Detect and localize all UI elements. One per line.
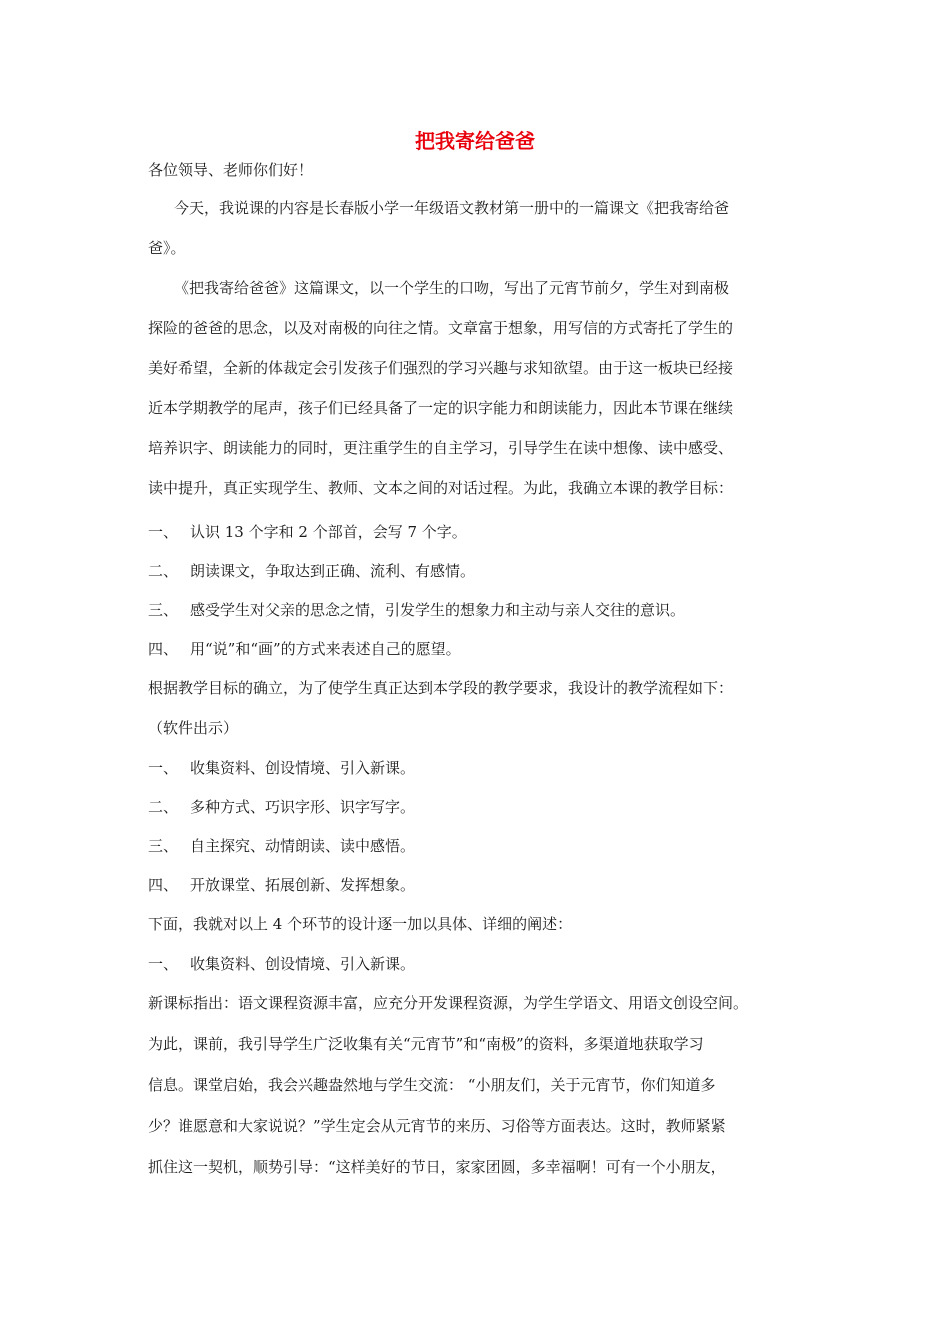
section-heading <box>148 954 415 974</box>
flow-step-text: 多种方式、巧识字形、识字写字。 <box>190 798 416 816</box>
para2-line: 培养识字、朗读能力的同时，更注重学生的自主学习，引导学生在读中想像、读中感受、 <box>148 439 734 457</box>
section1-line: 新课标指出：语文课程资源丰富，应充分开发课程资源，为学生学语文、用语文创设空间。 <box>148 994 749 1012</box>
greeting: 各位领导、老师你们好！ <box>148 161 314 179</box>
section1-line: 抓住这一契机，顺势引导：“这样美好的节日，家家团圆，多幸福啊！可有一个小朋友， <box>148 1158 726 1176</box>
goal-number: 三、 <box>148 601 179 619</box>
goal-text: 认识 13 个字和 2 个部首，会写 7 个字。 <box>190 523 467 541</box>
flow-step <box>148 797 415 817</box>
document-title: 把我寄给爸爸 <box>415 129 535 153</box>
goal-text: 用“说”和“画”的方式来表述自己的愿望。 <box>190 640 461 658</box>
goal-number: 一、 <box>148 523 179 541</box>
para2-line: 近本学期教学的尾声，孩子们已经具备了一定的识字能力和朗读能力，因此本节课在继续 <box>148 399 734 417</box>
goal-number: 二、 <box>148 562 179 580</box>
goal-item <box>148 522 467 542</box>
flow-step-number: 三、 <box>148 837 179 855</box>
section1-line: 信息。课堂启始，我会兴趣盎然地与学生交流： “小朋友们，关于元宵节，你们知道多 <box>148 1076 716 1094</box>
intro-line: 今天，我说课的内容是长春版小学一年级语文教材第一册中的一篇课文《把我寄给爸 <box>174 199 730 217</box>
section1-line: 少？谁愿意和大家说说？”学生定会从元宵节的来历、习俗等方面表达。这时，教师紧紧 <box>148 1117 726 1135</box>
flow-step <box>148 758 415 778</box>
section1-line: 为此，课前，我引导学生广泛收集有关“元宵节”和“南极”的资料，多渠道地获取学习 <box>148 1035 704 1053</box>
goal-item <box>148 561 475 581</box>
flow-step <box>148 836 415 856</box>
detail-intro: 下面，我就对以上 4 个环节的设计逐一加以具体、详细的阐述： <box>148 915 573 933</box>
flow-step-number: 四、 <box>148 876 179 894</box>
flow-step-number: 一、 <box>148 759 179 777</box>
intro-line: 爸》。 <box>148 239 186 257</box>
flow-step-text: 开放课堂、拓展创新、发挥想象。 <box>190 876 416 894</box>
para2-line: 读中提升，真正实现学生、教师、文本之间的对话过程。为此，我确立本课的教学目标： <box>148 479 734 497</box>
flow-step-text: 自主探究、动情朗读、读中感悟。 <box>190 837 416 855</box>
section-heading-text: 收集资料、创设情境、引入新课。 <box>190 955 416 973</box>
goal-text: 朗读课文，争取达到正确、流利、有感情。 <box>190 562 476 580</box>
software-note: （软件出示） <box>148 719 239 737</box>
para2-line: 《把我寄给爸爸》这篇课文，以一个学生的口吻，写出了元宵节前夕，学生对到南极 <box>174 279 730 297</box>
goal-item <box>148 600 685 620</box>
goal-item <box>148 639 461 659</box>
flow-step-text: 收集资料、创设情境、引入新课。 <box>190 759 416 777</box>
goal-text: 感受学生对父亲的思念之情，引发学生的想象力和主动与亲人交往的意识。 <box>190 601 686 619</box>
flow-step-number: 二、 <box>148 798 179 816</box>
section-heading-number: 一、 <box>148 955 179 973</box>
para2-line: 探险的爸爸的思念，以及对南极的向往之情。文章富于想象，用写信的方式寄托了学生的 <box>148 319 734 337</box>
para2-line: 美好希望，全新的体裁定会引发孩子们强烈的学习兴趣与求知欲望。由于这一板块已经接 <box>148 359 734 377</box>
goal-number: 四、 <box>148 640 179 658</box>
flow-step <box>148 875 415 895</box>
flow-intro: 根据教学目标的确立，为了使学生真正达到本学段的教学要求，我设计的教学流程如下： <box>148 679 734 697</box>
